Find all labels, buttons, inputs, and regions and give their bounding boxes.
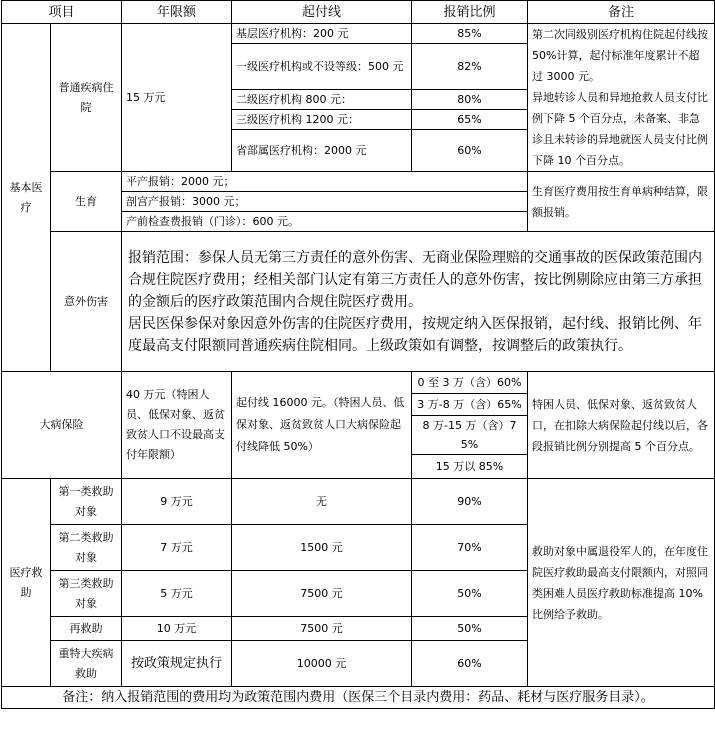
ratio-cell: 82% [412,44,528,90]
aid-limit: 7 万元 [122,525,232,571]
aid-type: 第三类救助对象 [51,571,122,617]
header-row [2,1,715,24]
aid-limit: 10 万元 [122,617,232,641]
ratio-cell: 3 万-8 万（含）65% [412,394,528,416]
aid-limit: 按政策规定执行 [122,641,232,687]
threshold-cell: 一级医疗机构或不设等级：500 元 [232,44,412,90]
table-row [2,479,715,525]
ratio-cell: 65% [412,110,528,130]
ordinary-limit: 15 万元 [122,24,232,172]
maternity-item: 平产报销：2000 元； [122,172,528,192]
medical-aid-label: 医疗救助 [2,479,51,687]
maternity-note: 生育医疗费用按生育单病种结算，限额报销。 [528,172,715,232]
accident-label: 意外伤害 [51,232,122,372]
aid-ratio: 50% [412,571,528,617]
threshold-cell: 二级医疗机构 800 元： [232,90,412,110]
basic-medical-label: 基本医疗 [2,24,51,372]
table-row [2,24,715,44]
ordinary-illness-label: 普通疾病住院 [51,24,122,172]
header-limit: 年限额 [122,1,232,24]
ratio-cell: 8 万-15 万（含）75% [412,416,528,455]
threshold-cell: 三级医疗机构 1200 元： [232,110,412,130]
accident-text [122,232,715,372]
aid-ratio: 70% [412,525,528,571]
aid-type: 第一类救助对象 [51,479,122,525]
critical-illness-label: 大病保险 [2,372,122,479]
aid-ratio: 60% [412,641,528,687]
maternity-item: 产前检查费报销（门诊）：600 元。 [122,212,528,232]
aid-type: 第二类救助对象 [51,525,122,571]
critical-note: 特困人员、低保对象、返贫致贫人口，在扣除大病保险起付线以后，各段报销比例分别提高 5 个百分点。 [528,372,715,479]
maternity-item: 剖宫产报销：3000 元； [122,192,528,212]
aid-ratio: 50% [412,617,528,641]
table-row [2,372,715,394]
aid-threshold: 无 [232,479,412,525]
ratio-cell: 60% [412,130,528,172]
aid-threshold: 10000 元 [232,641,412,687]
header-item: 项目 [2,1,122,24]
accident-text-2: 居民医保参保对象因意外伤害的住院医疗费用，按规定纳入医保报销，起付线、报销比例、年度最高支付限额同普通疾病住院相同。上级政策如有调整，按调整后的政策执行。 [128,315,703,354]
header-ratio: 报销比例 [412,1,528,24]
threshold-cell: 省部属医疗机构：2000 元 [232,130,412,172]
aid-note: 救助对象中属退役军人的，在年度住院医疗救助最高支付限额内，对照同类困难人员医疗救助标准提高 10%比例给予救助。 [528,479,715,687]
ratio-cell: 85% [412,24,528,44]
threshold-cell: 基层医疗机构：200 元 [232,24,412,44]
ratio-cell: 80% [412,90,528,110]
accident-text-1: 报销范围：参保人员无第三方责任的意外伤害、无商业保险理赔的交通事故的医保政策范围内合规住院医疗费用；经相关部门认定有第三方责任人的意外伤害，按比例剔除应由第三方承担的金额后的医疗政策范围内合规住院医疗费用。 [128,249,703,310]
ratio-cell: 15 万以 85% [412,455,528,479]
medical-insurance-table [1,0,715,709]
ordinary-note-1: 第二次同级别医疗机构住院起付线按 50%计算，起付标准年度累计不超过 3000 元。 [532,28,709,83]
ordinary-note [528,24,715,172]
ordinary-note-2: 异地转诊人员和异地抢救人员支付比例下降 5 个百分点，未备案、非急诊且未转诊的异地就医人员支付比例下降 10 个百分点。 [532,91,709,167]
aid-type: 再救助 [51,617,122,641]
ratio-cell: 0 至 3 万（含）60% [412,372,528,394]
header-threshold: 起付线 [232,1,412,24]
aid-ratio: 90% [412,479,528,525]
header-note: 备注 [528,1,715,24]
aid-threshold: 7500 元 [232,617,412,641]
maternity-label: 生育 [51,172,122,232]
aid-type: 重特大疾病救助 [51,641,122,687]
critical-threshold: 起付线 16000 元。（特困人员、低保对象、返贫致贫人口大病保险起付线降低 50%） [232,372,412,479]
aid-threshold: 1500 元 [232,525,412,571]
table-row [2,232,715,372]
footer-note: 备注：纳入报销范围的费用均为政策范围内费用（医保三个目录内费用：药品、耗材与医疗服务目录）。 [2,687,715,709]
table-row [2,172,715,192]
aid-limit: 9 万元 [122,479,232,525]
footer-row [2,687,715,709]
aid-limit: 5 万元 [122,571,232,617]
aid-threshold: 7500 元 [232,571,412,617]
critical-limit: 40 万元（特困人员、低保对象、返贫致贫人口不设最高支付年限额） [122,372,232,479]
